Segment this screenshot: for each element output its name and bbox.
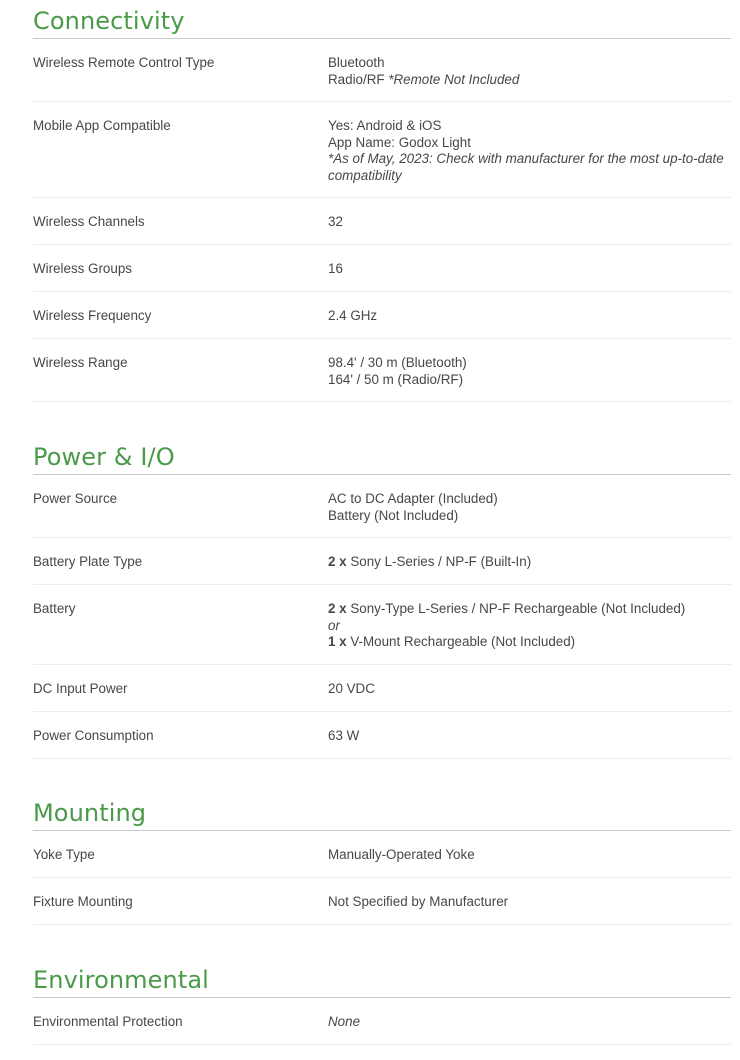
spec-table	[33, 39, 731, 402]
spec-label: Power Source	[33, 491, 118, 506]
spec-value: Manually-Operated Yoke	[328, 847, 475, 862]
spec-value-text: Sony L-Series / NP-F (Built-In)	[346, 554, 532, 569]
spec-value-line: App Name: Godox Light	[328, 134, 471, 150]
section-title: Power & I/O	[33, 440, 731, 475]
spec-value: 20 VDC	[328, 681, 375, 696]
spec-value-text: V-Mount Rechargeable (Not Included)	[346, 634, 576, 649]
spec-row	[33, 665, 731, 712]
section-power-io	[33, 440, 731, 759]
spec-value-text: Radio/RF	[328, 71, 389, 87]
spec-value	[328, 355, 728, 388]
spec-value	[328, 118, 728, 184]
spec-label: Wireless Channels	[33, 214, 145, 229]
spec-row	[33, 245, 731, 292]
spec-value: 2.4 GHz	[328, 308, 378, 323]
spec-row	[33, 712, 731, 759]
spec-value: 16	[328, 261, 343, 276]
spec-row	[33, 102, 731, 198]
section-environmental	[33, 963, 731, 1045]
spec-label: Fixture Mounting	[33, 894, 133, 909]
spec-label: Battery Plate Type	[33, 554, 143, 569]
spec-label: Wireless Range	[33, 355, 128, 370]
spec-value-text: Sony-Type L-Series / NP-F Rechargeable (Not Included)	[346, 601, 686, 616]
spec-value: 63 W	[328, 728, 360, 743]
spec-row	[33, 831, 731, 878]
section-title: Connectivity	[33, 4, 731, 39]
spec-value-line: 164' / 50 m (Radio/RF)	[328, 371, 464, 387]
spec-label: Wireless Frequency	[33, 308, 152, 323]
spec-row	[33, 585, 731, 665]
spec-value	[328, 491, 728, 524]
spec-row	[33, 878, 731, 925]
spec-label: Wireless Remote Control Type	[33, 55, 215, 70]
quantity-label: 2 x	[328, 554, 347, 569]
spec-row	[33, 998, 731, 1045]
spec-value	[328, 601, 728, 651]
spec-row	[33, 292, 731, 339]
spec-value-line: Bluetooth	[328, 55, 385, 70]
spec-value-line: 98.4' / 30 m (Bluetooth)	[328, 355, 467, 370]
spec-row	[33, 39, 731, 102]
spec-value-line: Yes: Android & iOS	[328, 118, 442, 133]
spec-value-line: Battery (Not Included)	[328, 507, 459, 523]
spec-label: Yoke Type	[33, 847, 95, 862]
spec-label: Mobile App Compatible	[33, 118, 171, 133]
spec-value-line	[328, 72, 728, 89]
spec-label: Power Consumption	[33, 728, 154, 743]
spec-table	[33, 831, 731, 925]
spec-label: Battery	[33, 601, 76, 616]
quantity-label: 1 x	[328, 634, 347, 649]
section-title: Environmental	[33, 963, 731, 998]
spec-value: Not Specified by Manufacturer	[328, 894, 509, 909]
spec-table	[33, 998, 731, 1045]
spec-note: or	[328, 617, 340, 633]
spec-value-line	[328, 634, 728, 651]
spec-value	[328, 55, 728, 88]
section-title: Mounting	[33, 796, 731, 831]
spec-label: DC Input Power	[33, 681, 128, 696]
spec-row	[33, 475, 731, 538]
section-mounting	[33, 796, 731, 925]
spec-note: *As of May, 2023: Check with manufacturer for the most up-to-date compatibility	[328, 151, 724, 183]
spec-row	[33, 538, 731, 585]
spec-value: None	[328, 1014, 361, 1029]
spec-table	[33, 475, 731, 759]
spec-value: 32	[328, 214, 343, 229]
spec-label: Environmental Protection	[33, 1014, 183, 1029]
spec-row	[33, 198, 731, 245]
spec-row	[33, 339, 731, 402]
section-connectivity	[33, 4, 731, 402]
spec-label: Wireless Groups	[33, 261, 132, 276]
spec-value	[328, 554, 728, 571]
spec-note: *Remote Not Included	[388, 71, 520, 87]
quantity-label: 2 x	[328, 601, 347, 616]
spec-value-line: AC to DC Adapter (Included)	[328, 491, 498, 506]
spec-value-line	[328, 601, 728, 618]
